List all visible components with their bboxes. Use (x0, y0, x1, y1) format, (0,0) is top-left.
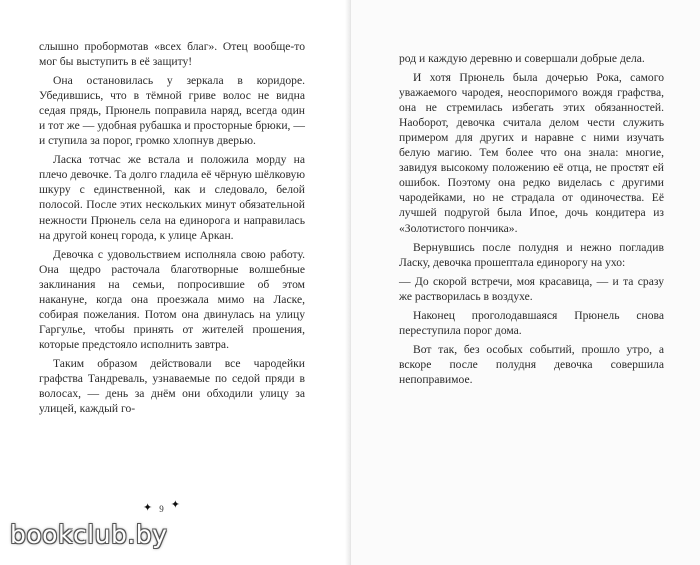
left-page (0, 0, 349, 565)
paragraph: — До скорой встречи, моя красавица, — и та сразу же растворилась в воздухе. (399, 274, 664, 303)
watermark: bookclub.by (10, 520, 168, 549)
star-ornament-icon: ✦ (170, 499, 180, 511)
paragraph: Вот так, без особых событий, прошло утро, а вскоре после полудня девочка совершила непоправимое. (399, 342, 664, 386)
paragraph: Она остановилась у зеркала в коридоре. Убедившись, что в тёмной гриве волос не видна седая прядь, Прюнель поправила наряд, всегда один и тот же — удобная рубашка и просторные брюки, — и ступила за порог, громко хлопнув дверью. (39, 74, 305, 148)
page-number: 9 (159, 503, 164, 514)
right-page-text (399, 51, 664, 391)
paragraph: Девочка с удовольствием исполняла свою работу. Она щедро расточала благотворные волшебные заклинания на семьи, попросившие об этом накануне, когда она проезжала мимо на Ласке, собирая пожелания. Потом она двинулась на улицу Гаргулье, чтобы принять от жителей прошения, которые предстояло исполнить завтра. (39, 247, 305, 351)
star-ornament-icon: ✦ (143, 502, 153, 514)
paragraph: И хотя Прюнель была дочерью Рока, самого уважаемого чародея, неоспоримого вождя графства, она не стремилась избегать этих обязанностей. Наоборот, девочка считала делом чести служить примером для других и наравне с ними изучать белую магию. Тем более что она знала: многие, завидуя высокому положению её отца, не простят ей ошибок. Поэтому она редко виделась с другими чародейками, но не страдала от одиночества. Её лучшей подругой была Ипое, дочь кондитера из «Золотистого пончика». (399, 71, 664, 235)
paragraph: Наконец проголодавшаяся Прюнель снова переступила порог дома. (399, 308, 664, 337)
paragraph: род и каждую деревню и совершали добрые дела. (399, 52, 645, 65)
paragraph: Вернувшись после полудня и нежно погладив Ласку, девочка прошептала единорогу на ухо: (399, 240, 664, 269)
page-folio (143, 499, 180, 514)
right-page (351, 0, 700, 565)
paragraph: Ласка тотчас же встала и положила морду на плечо девочке. Та долго гладила её чёрную шёлковую шкуру с единственной, как и следовало, белой полосой. После этих нескольких минут обязательной нежности Прюнель села на единорога и направилась на другой конец города, к улице Аркан. (39, 153, 305, 242)
left-page-text (39, 39, 305, 420)
paragraph: Таким образом действовали все чародейки графства Тандреваль, узнаваемые по седой пряди в волосах, — день за днём они обходили улицу за улицей, каждый го- (39, 356, 305, 416)
paragraph: слышно пробормотав «всех благ». Отец вообще-то мог бы выступить в её защиту! (39, 40, 305, 69)
